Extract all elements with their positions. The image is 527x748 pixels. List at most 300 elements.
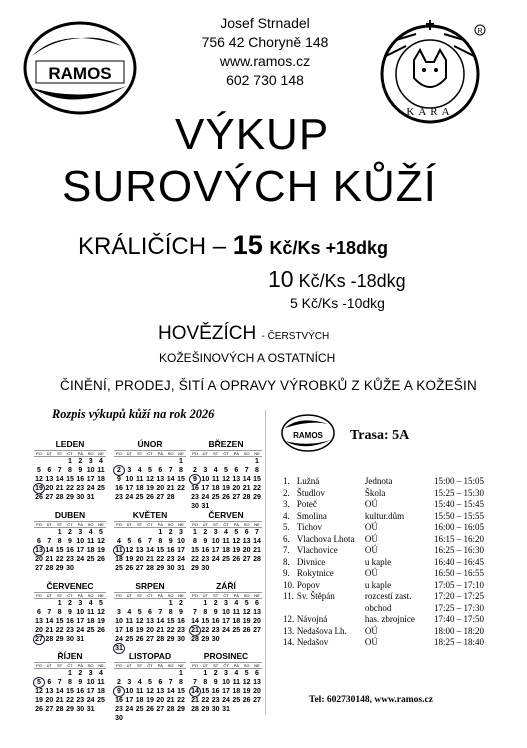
calendar-day: 12 bbox=[222, 476, 230, 483]
calendar-day: 3 bbox=[78, 529, 83, 536]
calendar-day: 6 bbox=[255, 670, 259, 677]
calendar-day: 27 bbox=[35, 565, 43, 572]
calendar-day: 9 bbox=[213, 609, 218, 616]
calendar-day bbox=[155, 599, 165, 608]
week-row bbox=[34, 617, 106, 626]
calendar-day: 30 bbox=[211, 636, 220, 643]
day-header: PO bbox=[116, 663, 122, 668]
calendar-day: 19 bbox=[242, 688, 251, 695]
calendar-day bbox=[190, 599, 200, 608]
calendar-day: 8 bbox=[179, 679, 183, 686]
calendar-month bbox=[34, 509, 106, 573]
calendar-day: 30 bbox=[66, 636, 74, 643]
calendar-day: 31 bbox=[115, 645, 123, 652]
day-header: ÚT bbox=[202, 451, 208, 456]
route-time: 17:20 – 17:25 bbox=[433, 591, 484, 601]
calendar-day: 29 bbox=[55, 636, 64, 643]
calendar-day: 23 bbox=[166, 556, 175, 563]
route-number: 11. bbox=[283, 591, 294, 601]
calendar-day: 24 bbox=[125, 706, 134, 713]
calendar-day: 26 bbox=[146, 494, 154, 501]
day-header: ST bbox=[213, 663, 219, 668]
calendar-day bbox=[124, 599, 134, 608]
calendar-day: 28 bbox=[45, 636, 54, 643]
calendar-day: 14 bbox=[166, 476, 175, 483]
calendar-day: 10 bbox=[201, 476, 210, 483]
calendar-day: 30 bbox=[76, 706, 85, 713]
calendar-day: 2 bbox=[117, 679, 121, 686]
calendar-month bbox=[34, 580, 106, 644]
calendar-day: 15 bbox=[55, 618, 64, 625]
route-number: 6. bbox=[283, 533, 290, 544]
calendar-day: 16 bbox=[76, 688, 85, 695]
week-row bbox=[114, 555, 186, 564]
calendar-day: 19 bbox=[135, 627, 144, 634]
day-header: ST bbox=[137, 451, 143, 456]
calendar-day bbox=[221, 564, 231, 573]
week-row bbox=[114, 617, 186, 626]
day-header: ČT bbox=[67, 593, 73, 598]
calendar-day: 8 bbox=[68, 679, 72, 686]
calendar-day: 13 bbox=[45, 688, 54, 695]
route-place: Vlachova Lhota bbox=[296, 533, 355, 544]
calendar-day: 20 bbox=[242, 547, 251, 554]
week-row bbox=[114, 608, 186, 617]
week-row bbox=[190, 546, 262, 555]
calendar-day: 3 bbox=[179, 529, 183, 536]
calendar-day: 22 bbox=[55, 627, 64, 634]
calendar-day bbox=[44, 528, 54, 537]
calendar-day bbox=[155, 669, 165, 678]
calendar-day: 22 bbox=[66, 697, 74, 704]
week-row bbox=[34, 537, 106, 546]
ramos-logo-small bbox=[280, 412, 336, 452]
day-header: SO bbox=[243, 663, 250, 668]
calendar-day: 26 bbox=[222, 494, 230, 501]
calendar-day: 23 bbox=[211, 627, 220, 634]
calendar-day: 6 bbox=[37, 538, 41, 545]
week-row bbox=[114, 546, 186, 555]
calendar-day: 3 bbox=[127, 467, 132, 474]
calendar-day: 20 bbox=[156, 485, 165, 492]
calendar-day: 23 bbox=[177, 627, 185, 634]
calendar-day: 22 bbox=[66, 485, 74, 492]
calendar-day bbox=[252, 705, 262, 714]
calendar-day bbox=[252, 564, 262, 573]
calendar-day: 7 bbox=[47, 609, 52, 616]
calendar-day: 28 bbox=[191, 636, 199, 643]
calendar-day: 14 bbox=[166, 688, 175, 695]
route-stop: OÚ bbox=[364, 522, 378, 532]
calendar-day bbox=[96, 564, 106, 573]
day-header: PO bbox=[36, 663, 42, 668]
calendar-day: 8 bbox=[255, 467, 259, 474]
month-name: LISTOPAD bbox=[128, 651, 172, 661]
calendar-day bbox=[155, 457, 165, 466]
route-place: Tichov bbox=[296, 522, 322, 532]
calendar-day: 30 bbox=[191, 503, 199, 510]
month-name: SRPEN bbox=[135, 581, 165, 591]
week-row bbox=[190, 608, 262, 617]
calendar-day: 23 bbox=[191, 494, 199, 501]
route-number: 5. bbox=[283, 522, 290, 532]
calendar-day: 11 bbox=[222, 538, 230, 545]
route-row bbox=[283, 488, 503, 500]
calendar-day: 29 bbox=[166, 636, 175, 643]
calendar-day: 18 bbox=[135, 697, 144, 704]
week-row bbox=[34, 528, 106, 537]
calendar-day: 26 bbox=[242, 627, 251, 634]
week-row bbox=[190, 635, 262, 644]
calendar-day: 13 bbox=[156, 688, 165, 695]
calendar-day: 9 bbox=[213, 679, 218, 686]
calendar-day: 5 bbox=[137, 609, 142, 616]
price-line-3: 5 Kč/Ks -10dkg bbox=[290, 295, 385, 311]
calendar-day: 25 bbox=[135, 706, 144, 713]
calendar-day: 31 bbox=[222, 706, 230, 713]
calendar-day: 4 bbox=[99, 670, 103, 677]
calendar-day: 24 bbox=[211, 556, 220, 563]
calendar-day bbox=[200, 457, 210, 466]
day-header: NE bbox=[98, 593, 104, 598]
route-time: 15:50 – 15:55 bbox=[433, 510, 484, 521]
calendar-day bbox=[34, 669, 44, 678]
calendar-day: 12 bbox=[35, 476, 43, 483]
calendar-day bbox=[221, 457, 231, 466]
route-stop: Škola bbox=[364, 487, 386, 498]
calendar-day: 17 bbox=[115, 627, 123, 634]
calendar-day: 12 bbox=[97, 538, 105, 545]
calendar-day: 10 bbox=[125, 688, 134, 695]
week-row bbox=[190, 466, 262, 475]
calendar-day: 13 bbox=[35, 618, 43, 625]
calendar-day: 13 bbox=[232, 476, 241, 483]
route-number: 7. bbox=[283, 545, 290, 555]
services-line: ČINĚNÍ, PRODEJ, ŠITÍ A OPRAVY VÝROBKŮ Z KŮŽE A KOŽEŠIN bbox=[60, 378, 477, 393]
day-header: ÚT bbox=[126, 451, 132, 456]
calendar-day: 1 bbox=[68, 458, 72, 465]
price-line-2 bbox=[268, 266, 406, 293]
calendar-day: 13 bbox=[35, 547, 43, 554]
calendar-day: 15 bbox=[55, 547, 64, 554]
calendar-day: 16 bbox=[211, 618, 220, 625]
calendar-day: 3 bbox=[224, 670, 228, 677]
calendar-day: 11 bbox=[135, 476, 144, 483]
day-header: NE bbox=[178, 593, 184, 598]
calendar-day: 8 bbox=[168, 609, 173, 616]
route-time: 18:00 – 18:20 bbox=[433, 625, 484, 636]
day-header: PÁ bbox=[77, 593, 83, 598]
week-row bbox=[190, 626, 262, 635]
calendar-day: 1 bbox=[158, 529, 163, 536]
calendar-day bbox=[124, 457, 134, 466]
calendar-day: 17 bbox=[125, 697, 134, 704]
calendar-day bbox=[34, 599, 44, 608]
calendar-day bbox=[145, 528, 155, 537]
day-header: ÚT bbox=[202, 522, 208, 527]
owner-name: Josef Strnadel bbox=[220, 15, 310, 31]
day-header: PO bbox=[192, 593, 198, 598]
day-header-row bbox=[34, 592, 106, 599]
day-header-row bbox=[190, 592, 262, 599]
route-row bbox=[283, 603, 503, 615]
calendar-day: 29 bbox=[66, 706, 74, 713]
route-number: 9. bbox=[283, 568, 290, 578]
calendar-day: 22 bbox=[177, 697, 185, 704]
day-header: PO bbox=[36, 522, 42, 527]
route-row bbox=[283, 522, 503, 534]
month-name: ÚNOR bbox=[137, 439, 163, 449]
calendar-day: 30 bbox=[115, 715, 123, 722]
calendar-day: 20 bbox=[146, 627, 154, 634]
week-row bbox=[114, 528, 186, 537]
calendar-day: 26 bbox=[232, 556, 241, 563]
day-header: ÚT bbox=[202, 663, 208, 668]
route-title: Trasa: 5A bbox=[350, 428, 410, 443]
month-name: ZÁŘÍ bbox=[216, 581, 236, 591]
week-row bbox=[190, 555, 262, 564]
calendar-day: 7 bbox=[244, 467, 249, 474]
route-place: Poteč bbox=[296, 499, 317, 509]
calendar-day: 29 bbox=[191, 565, 199, 572]
calendar-day bbox=[190, 457, 200, 466]
calendar-day: 12 bbox=[242, 609, 251, 616]
calendar-day: 21 bbox=[166, 485, 175, 492]
calendar-day: 18 bbox=[125, 627, 134, 634]
website-link[interactable]: www.ramos.cz bbox=[219, 53, 311, 69]
calendar-day: 10 bbox=[76, 609, 85, 616]
calendar-day: 28 bbox=[55, 494, 64, 501]
calendar-month bbox=[114, 438, 186, 502]
route-stop: Jednota bbox=[364, 476, 393, 486]
calendar-day: 2 bbox=[168, 529, 173, 536]
calendar-day: 15 bbox=[201, 688, 210, 695]
calendar-day: 4 bbox=[117, 538, 121, 545]
calendar-day bbox=[135, 528, 145, 537]
calendar-day: 12 bbox=[125, 547, 134, 554]
calendar-day: 17 bbox=[86, 476, 95, 483]
calendar-day: 1 bbox=[203, 600, 208, 607]
calendar-day: 23 bbox=[211, 697, 220, 704]
week-row bbox=[190, 493, 262, 502]
week-row bbox=[34, 687, 106, 696]
price2-number: 10 bbox=[268, 266, 294, 292]
route-place: Popov bbox=[296, 579, 320, 590]
route-number: 13. bbox=[283, 625, 295, 636]
route-time: 15:00 – 15:05 bbox=[433, 476, 484, 486]
week-row bbox=[34, 705, 106, 714]
schedule-title: Rozpis výkupů kůží na rok 2026 bbox=[52, 406, 215, 421]
calendar-day bbox=[176, 714, 186, 723]
calendar-day: 18 bbox=[232, 688, 241, 695]
calendar-day: 29 bbox=[253, 494, 261, 501]
calendar-day bbox=[231, 705, 241, 714]
route-place: Nedašov bbox=[296, 637, 329, 647]
day-header: SO bbox=[167, 663, 174, 668]
day-header-row bbox=[34, 450, 106, 457]
calendar-day: 1 bbox=[255, 458, 259, 465]
calendar-day: 16 bbox=[115, 485, 123, 492]
calendar-day: 25 bbox=[125, 636, 134, 643]
divider bbox=[265, 410, 266, 715]
calendar-day: 9 bbox=[114, 687, 124, 696]
calendar-day bbox=[114, 599, 124, 608]
day-header: SO bbox=[243, 451, 250, 456]
calendar-day: 11 bbox=[125, 618, 134, 625]
calendar-day: 25 bbox=[222, 556, 230, 563]
week-row bbox=[34, 493, 106, 502]
calendar-day: 26 bbox=[97, 627, 105, 634]
calendar-day bbox=[166, 714, 176, 723]
cattle-note: - ČERSTVÝCH bbox=[261, 331, 330, 342]
calendar-day bbox=[86, 564, 96, 573]
calendar-day bbox=[135, 599, 145, 608]
owner-address: 756 42 Choryně 148 bbox=[201, 34, 329, 50]
calendar-day: 12 bbox=[242, 679, 251, 686]
calendar-day: 14 bbox=[191, 688, 199, 695]
calendar-day: 12 bbox=[35, 688, 43, 695]
calendar-day bbox=[242, 705, 252, 714]
calendar-day: 19 bbox=[35, 697, 43, 704]
calendar-day: 9 bbox=[168, 538, 173, 545]
calendar-day bbox=[135, 457, 145, 466]
calendar-day bbox=[44, 457, 54, 466]
calendar-day: 26 bbox=[97, 556, 105, 563]
calendar-day: 1 bbox=[193, 529, 197, 536]
calendar-day: 6 bbox=[37, 609, 41, 616]
calendar-day: 8 bbox=[203, 679, 208, 686]
calendar-day: 3 bbox=[88, 670, 93, 677]
route-stop: u kaple bbox=[364, 579, 392, 590]
calendar-day: 6 bbox=[47, 679, 52, 686]
day-header-row bbox=[114, 662, 186, 669]
calendar-day: 17 bbox=[76, 618, 85, 625]
day-header-row bbox=[114, 592, 186, 599]
calendar-day: 13 bbox=[253, 609, 261, 616]
calendar-day: 11 bbox=[232, 679, 241, 686]
day-header: ČT bbox=[223, 451, 229, 456]
route-row bbox=[283, 637, 503, 649]
calendar-day: 16 bbox=[66, 618, 74, 625]
calendar-month bbox=[190, 509, 262, 573]
route-stop: kultur.dům bbox=[364, 510, 405, 521]
route-row bbox=[283, 626, 503, 638]
calendar-day: 24 bbox=[222, 627, 230, 634]
day-header: ÚT bbox=[46, 522, 52, 527]
calendar-day: 29 bbox=[201, 636, 210, 643]
route-time: 15:40 – 15:45 bbox=[433, 499, 484, 509]
calendar-day: 3 bbox=[213, 529, 218, 536]
calendar-day: 22 bbox=[55, 556, 64, 563]
calendar-day: 27 bbox=[242, 556, 251, 563]
calendar-day: 20 bbox=[253, 688, 261, 695]
calendar-day: 27 bbox=[45, 494, 54, 501]
month-name: ČERVENEC bbox=[46, 581, 94, 591]
calendar-day: 3 bbox=[78, 600, 83, 607]
calendar-day: 9 bbox=[78, 679, 83, 686]
day-header: ÚT bbox=[126, 522, 132, 527]
calendar-day: 4 bbox=[137, 679, 142, 686]
day-header: NE bbox=[254, 522, 260, 527]
day-header: ČT bbox=[67, 522, 73, 527]
day-header: ÚT bbox=[126, 663, 132, 668]
week-row bbox=[190, 484, 262, 493]
week-row bbox=[190, 669, 262, 678]
calendar-day: 26 bbox=[35, 494, 43, 501]
route-place: Lužná bbox=[296, 476, 320, 486]
calendar-day: 15 bbox=[201, 618, 210, 625]
calendar-day bbox=[86, 635, 96, 644]
calendar-day: 23 bbox=[201, 556, 210, 563]
cattle-line bbox=[158, 323, 329, 345]
week-row bbox=[34, 626, 106, 635]
day-header: PÁ bbox=[157, 451, 163, 456]
calendar-day: 14 bbox=[156, 618, 165, 625]
day-header-row bbox=[190, 521, 262, 528]
calendar-day bbox=[114, 528, 124, 537]
calendar-day: 21 bbox=[191, 627, 199, 634]
day-header: PO bbox=[192, 522, 198, 527]
calendar-day: 30 bbox=[201, 565, 210, 572]
day-header-row bbox=[34, 521, 106, 528]
calendar-day bbox=[124, 714, 134, 723]
calendar-day: 10 bbox=[115, 618, 123, 625]
calendar-day: 10 bbox=[76, 538, 85, 545]
calendar-day: 22 bbox=[201, 697, 210, 704]
route-number: 3. bbox=[283, 499, 290, 509]
calendar-day: 27 bbox=[253, 627, 261, 634]
calendar-day: 24 bbox=[177, 556, 185, 563]
calendar-day bbox=[252, 635, 262, 644]
day-header: NE bbox=[98, 451, 104, 456]
calendar-day: 8 bbox=[68, 467, 72, 474]
calendar-day: 2 bbox=[114, 466, 124, 475]
day-header: SO bbox=[243, 522, 250, 527]
day-header: NE bbox=[178, 663, 184, 668]
route-place: Návojná bbox=[296, 614, 328, 624]
calendar-day: 15 bbox=[66, 688, 74, 695]
calendar-day: 15 bbox=[166, 618, 175, 625]
route-time: 17:05 – 17:10 bbox=[433, 579, 484, 590]
day-header: NE bbox=[178, 451, 184, 456]
calendar-day: 21 bbox=[166, 697, 175, 704]
calendar-day: 11 bbox=[86, 538, 95, 545]
calendar-day: 12 bbox=[146, 688, 154, 695]
calendar-day: 31 bbox=[86, 494, 95, 501]
day-header: PÁ bbox=[233, 451, 239, 456]
calendar-day: 29 bbox=[55, 565, 64, 572]
calendar-day bbox=[211, 457, 221, 466]
week-row bbox=[114, 493, 186, 502]
calendar-day bbox=[231, 457, 241, 466]
calendar-day: 18 bbox=[135, 485, 144, 492]
week-row bbox=[190, 475, 262, 484]
calendar-day: 26 bbox=[146, 706, 154, 713]
day-header: ČT bbox=[147, 451, 153, 456]
week-row bbox=[34, 608, 106, 617]
calendar-day: 22 bbox=[253, 485, 261, 492]
calendar-day: 14 bbox=[55, 688, 64, 695]
calendar-day: 2 bbox=[68, 529, 72, 536]
route-place: Vlachovice bbox=[296, 545, 338, 555]
phone-number: 602 730 148 bbox=[226, 72, 304, 88]
calendar-day: 17 bbox=[177, 547, 185, 554]
route-place: Sv. Štěpán bbox=[296, 591, 335, 601]
calendar-day: 5 bbox=[148, 467, 152, 474]
calendar-day: 19 bbox=[222, 485, 230, 492]
day-header: ST bbox=[213, 522, 219, 527]
calendar-day: 21 bbox=[45, 556, 54, 563]
